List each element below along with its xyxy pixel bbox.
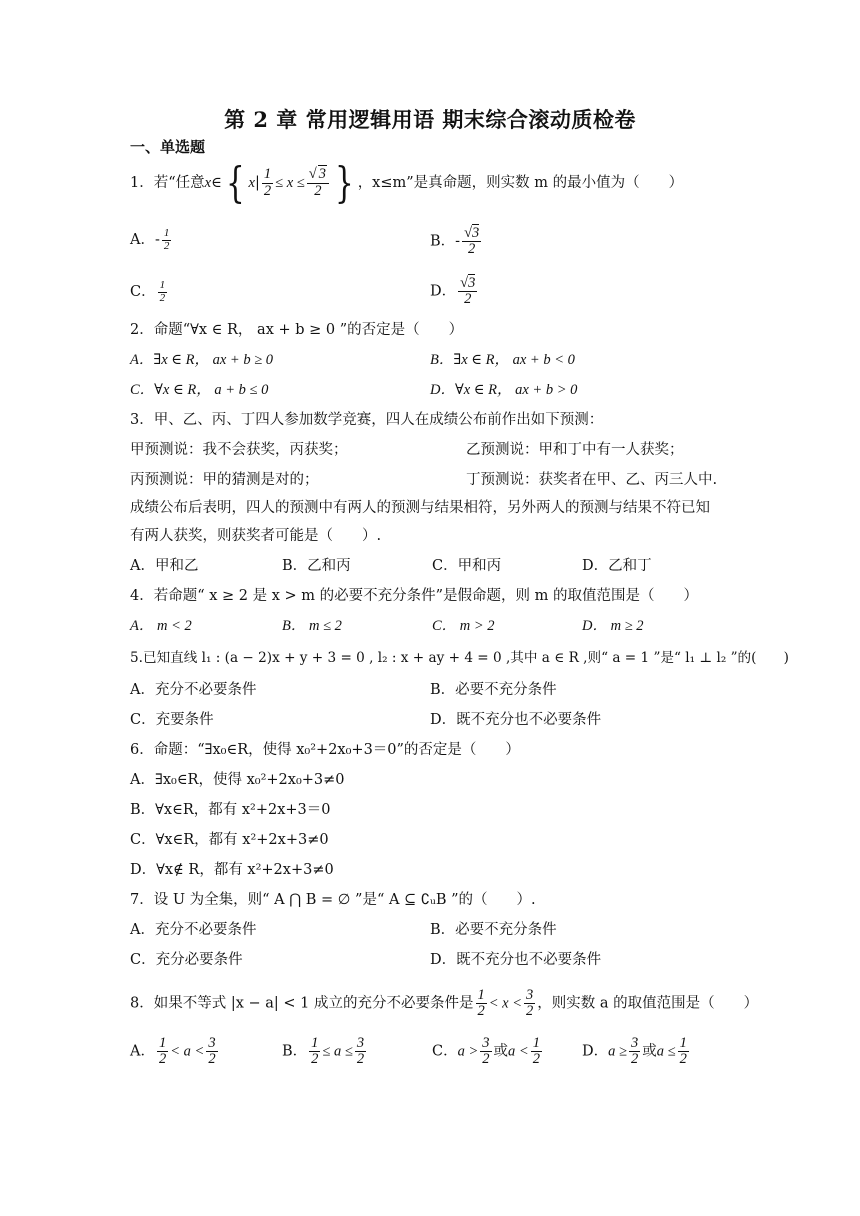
q6-option-c[interactable]: C．∀x∈R，都有 x²+2x+3≠0 (130, 832, 329, 848)
q1-fraction-sqrt: $\frac{√ 3}{2}$ (307, 167, 329, 198)
q3-option-c[interactable]: C．甲和丙 (432, 558, 502, 574)
q3-yi-prediction: 乙预测说：甲和丁中有一人获奖； (466, 442, 684, 458)
q1-in: ∈ (211, 175, 222, 191)
q8-option-b[interactable]: B． $\frac{1}{2}$ ≤ a ≤ $\frac{3}{2}$ (282, 1035, 365, 1068)
q7-option-b[interactable]: B．必要不充分条件 (430, 922, 557, 938)
q6-option-d[interactable]: D．∀x∉ R，都有 x²+2x+3≠0 (130, 862, 334, 878)
section-heading: 一、单选题 (130, 138, 206, 156)
q1-set-var: x (248, 175, 255, 191)
q8-option-a[interactable]: A． $\frac{1}{2}$ < a < $\frac{3}{2}$ (130, 1035, 216, 1068)
q3-ding-prediction: 丁预测说：获奖者在甲、乙、丙三人中. (466, 472, 718, 488)
q8-c-frac-2: $\frac{1}{2}$ (532, 1035, 540, 1068)
question-2-stem: 2．命题“∀x ∈ R， ax + b ≥ 0 ”的否定是（ ） (130, 322, 464, 338)
q1-option-a[interactable]: A．- $\frac{1}{2}$ (130, 227, 170, 252)
q5-option-d[interactable]: D．既不充分也不必要条件 (430, 712, 602, 728)
q1-option-d[interactable]: D． $\frac{√3}{2}$ (430, 275, 476, 308)
q2-option-b[interactable]: B．∃x ∈ R， ax + b < 0 (430, 352, 575, 368)
q1-suffix: ，x≤m”是真命题，则实数 m 的最小值为（ ） (357, 175, 684, 191)
q8-c-frac-1: $\frac{3}{2}$ (482, 1035, 490, 1068)
question-3-stem: 3．甲、乙、丙、丁四人参加数学竞赛，四人在成绩公布前作出如下预测： (130, 412, 604, 428)
sqrt-icon: √ (460, 275, 469, 291)
q1-var: x (204, 175, 212, 191)
q4-option-b[interactable]: B． m ≤ 2 (282, 618, 342, 634)
q8-b-frac-1: $\frac{1}{2}$ (311, 1035, 319, 1068)
q1-c-fraction: $\frac{1}{2}$ (159, 279, 166, 304)
q8-b-frac-2: $\frac{3}{2}$ (356, 1035, 365, 1068)
q1-option-c[interactable]: C． $\frac{1}{2}$ (130, 279, 166, 304)
q8-option-d[interactable]: D．a ≥ $\frac{3}{2}$ 或a ≤ $\frac{1}{2}$ (582, 1035, 687, 1068)
page-title: 第 2 章 常用逻辑用语 期末综合滚动质检卷 (224, 107, 636, 132)
q1-d-fraction: $\frac{√3}{2}$ (460, 275, 476, 308)
q2-option-c[interactable]: C．∀x ∈ R， a + b ≤ 0 (130, 382, 269, 398)
q8-d-frac-1: $\frac{3}{2}$ (630, 1035, 639, 1068)
q7-option-c[interactable]: C．充分必要条件 (130, 952, 243, 968)
sqrt-icon: √ (464, 225, 473, 241)
q1-inequality: ≤ x ≤ (275, 175, 305, 191)
q8-a-frac-1: $\frac{1}{2}$ (158, 1035, 167, 1068)
question-7-stem: 7．设 U 为全集，则“ A ⋂ B = ∅ ”是“ A ⊆ ∁ᵤB ”的（ ）. (130, 892, 536, 908)
q7-option-d[interactable]: D．既不充分也不必要条件 (430, 952, 602, 968)
q4-option-a[interactable]: A． m < 2 (130, 618, 192, 634)
question-8-stem (130, 988, 758, 1019)
q2-option-a[interactable]: A．∃x ∈ R， ax + b ≥ 0 (130, 352, 274, 368)
q6-option-a[interactable]: A．∃x₀∈R，使得 x₀²+2x₀+3≠0 (130, 772, 345, 788)
q2-option-d[interactable]: D．∀x ∈ R， ax + b > 0 (430, 382, 578, 398)
question-6-stem: 6．命题：“∃x₀∈R，使得 x₀²+2x₀+3＝0”的否定是（ ） (130, 742, 520, 758)
q5-option-a[interactable]: A．充分不必要条件 (130, 682, 257, 698)
right-brace-icon: } (334, 158, 354, 207)
q3-bing-prediction: 丙预测说：甲的猜测是对的； (130, 472, 319, 488)
q8-fraction-half: $\frac{1}{2}$ (477, 987, 485, 1020)
q1-option-b[interactable]: B．- $\frac{√3}{2}$ (430, 225, 480, 258)
q8-fraction-three-halves: $\frac{3}{2}$ (526, 987, 534, 1020)
sqrt-icon: √ (308, 166, 317, 183)
q4-option-d[interactable]: D． m ≥ 2 (582, 618, 644, 634)
question-5-stem: 5.已知直线 l₁ : (a − 2)x + y + 3 = 0 , l₂ : x + ay + 4 = 0 ,其中 a ∈ R ,则“ a = 1 ”是“ l₁ ⊥ l₂ ”的( ) (130, 650, 789, 666)
q3-stem-line-3: 有两人获奖，则获奖者可能是（ ）. (130, 528, 382, 544)
q3-option-d[interactable]: D．乙和丁 (582, 558, 652, 574)
q3-stem-line-2: 成绩公布后表明，四人的预测中有两人的预测与结果相符，另外两人的预测与结果不符已知 (130, 500, 710, 516)
q8-option-c[interactable]: C．a > $\frac{3}{2}$ 或a < $\frac{1}{2}$ (432, 1035, 540, 1068)
q1-set-bar: | (254, 175, 260, 191)
q3-option-b[interactable]: B．乙和丙 (282, 558, 351, 574)
q8-prefix: 8．如果不等式 |x − a| < 1 成立的充分不必要条件是 (130, 995, 474, 1012)
q4-option-c[interactable]: C． m > 2 (432, 618, 495, 634)
q1-fraction-half: $\frac{1}{2}$ (263, 166, 272, 199)
q7-option-a[interactable]: A．充分不必要条件 (130, 922, 257, 938)
q8-a-frac-2: $\frac{3}{2}$ (208, 1035, 216, 1068)
q5-option-b[interactable]: B．必要不充分条件 (430, 682, 557, 698)
q1-a-fraction: $\frac{1}{2}$ (163, 227, 170, 252)
left-brace-icon: { (225, 158, 245, 207)
q1-prefix: 1．若“任意 (130, 175, 205, 191)
q3-option-a[interactable]: A．甲和乙 (130, 558, 199, 574)
q8-inequality: < x < (488, 995, 523, 1012)
q3-jia-prediction: 甲预测说：我不会获奖，丙获奖； (130, 442, 348, 458)
question-1-stem (130, 158, 684, 207)
q5-option-c[interactable]: C．充要条件 (130, 712, 214, 728)
question-4-stem: 4．若命题“ x ≥ 2 是 x > m 的必要不充分条件”是假命题，则 m 的取值范围是（ ） (130, 588, 699, 604)
q8-d-frac-2: $\frac{1}{2}$ (679, 1035, 687, 1068)
q6-option-b[interactable]: B．∀x∈R，都有 x²+2x+3＝0 (130, 802, 331, 818)
q8-suffix: ，则实数 a 的取值范围是（ ） (537, 995, 759, 1012)
q1-b-fraction: $\frac{√3}{2}$ (464, 225, 480, 258)
